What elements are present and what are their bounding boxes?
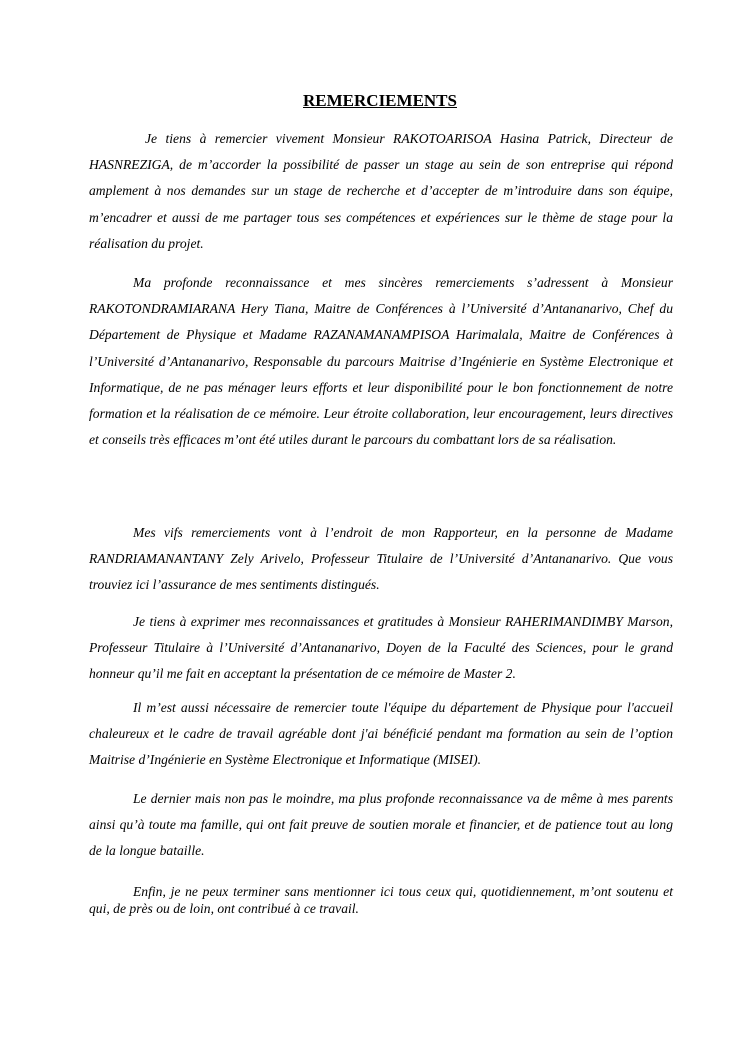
paragraph-thanks-team: Il m’est aussi nécessaire de remercier toute l'équipe du département de Physique pour l'accueil chaleureux et le cadre de travail agréable dont j'ai bénéficié pendant ma formation au sein de l’option Maitrise d’Ingénierie en Système Electronique et Informatique (MISEI). xyxy=(89,700,673,768)
paragraph-thanks-department: Ma profonde reconnaissance et mes sincères remerciements s’adressent à Monsieur RAKOTONDRAMIARANA Hery Tiana, Maitre de Conférences à l’Université d’Antananarivo, Chef du Département de Physique et Madame RAZANAMANAMPISOA Harimalala, Maitre de Conférences à l’Université d’Antananarivo, Responsable du parcours Maitrise d’Ingénierie en Système Electronique et Informatique, de ne pas ménager leurs efforts et leur disponibilité pour le bon fonctionnement de notre formation et la réalisation de ce mémoire. Leur étroite collaboration, leur encouragement, leurs directives et conseils très efficaces m’ont été utiles durant le parcours du combattant lors de sa réalisation. xyxy=(89,275,673,448)
paragraph-thanks-director: Je tiens à remercier vivement Monsieur RAKOTOARISOA Hasina Patrick, Directeur de HASNREZIGA, de m’accorder la possibilité de passer un stage au sein de son entreprise qui répond amplement à nos demandes sur un stage de recherche et d’accepter de m’introduire dans son équipe, m’encadrer et aussi de me partager tous ses compétences et expériences sur le thème de stage pour la réalisation du projet. xyxy=(89,131,673,251)
paragraph-thanks-dean: Je tiens à exprimer mes reconnaissances et gratitudes à Monsieur RAHERIMANDIMBY Marson, Professeur Titulaire à l’Université d’Antananarivo, Doyen de la Faculté des Sciences, pour le grand honneur qu’il me fait en acceptant la présentation de ce mémoire de Master 2. xyxy=(89,614,673,682)
paragraph-thanks-everyone: Enfin, je ne peux terminer sans mentionner ici tous ceux qui, quotidiennement, m’ont soutenu et qui, de près ou de loin, ont contribué à ce travail. xyxy=(89,884,673,916)
page-title: REMERCIEMENTS xyxy=(303,91,457,110)
paragraph-thanks-rapporteur: Mes vifs remerciements vont à l’endroit de mon Rapporteur, en la personne de Madame RANDRIAMANANTANY Zely Arivelo, Professeur Titulaire de l’Université d’Antananarivo. Que vous trouviez ici l’assurance de mes sentiments distingués. xyxy=(89,525,673,593)
paragraph-thanks-family: Le dernier mais non pas le moindre, ma plus profonde reconnaissance va de même à mes parents ainsi qu’à toute ma famille, qui ont fait preuve de soutien morale et financier, et de patience tout au long de la longue bataille. xyxy=(89,791,673,859)
